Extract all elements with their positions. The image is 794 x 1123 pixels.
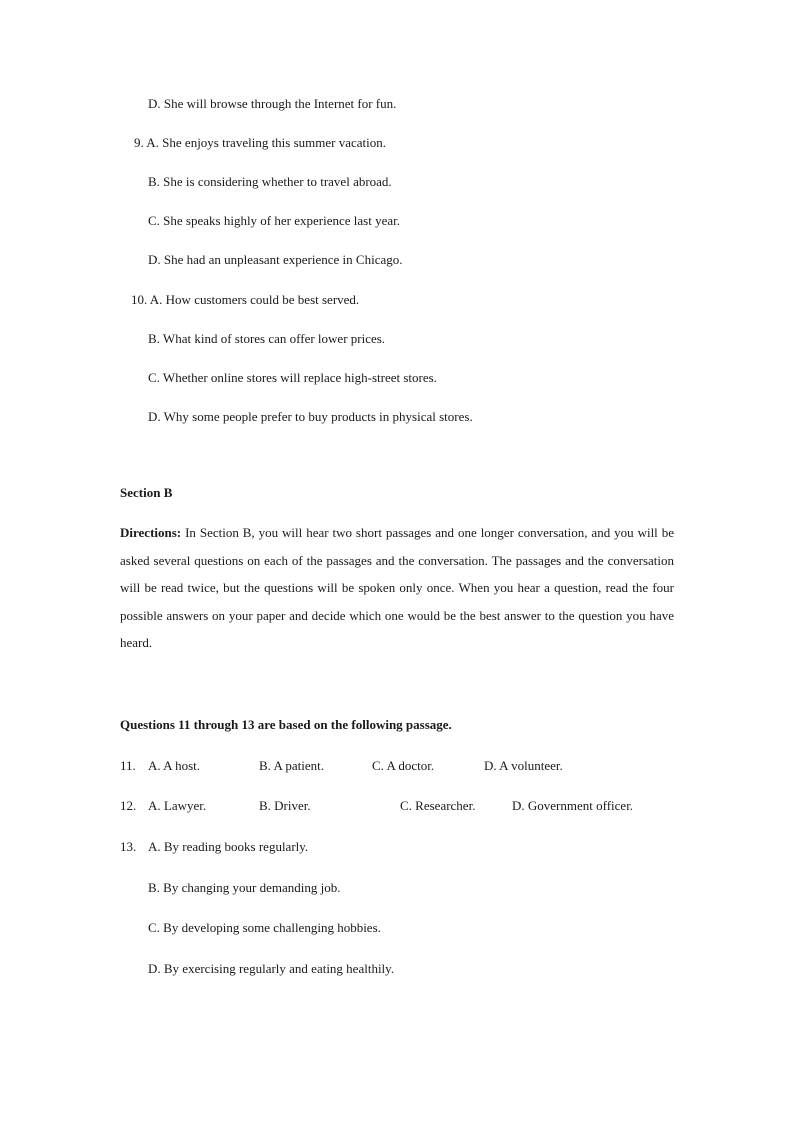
q10-option-d: D. Why some people prefer to buy products in physical stores. (148, 409, 473, 424)
q9-option-b: B. She is considering whether to travel abroad. (148, 174, 392, 189)
q8-option-d: D. She will browse through the Internet for fun. (148, 96, 397, 111)
q9-option-a: 9. A. She enjoys traveling this summer vacation. (134, 135, 387, 150)
q10-option-c: C. Whether online stores will replace high-street stores. (148, 370, 437, 385)
q12-option-c: C. Researcher. (400, 798, 476, 813)
q11-option-b: B. A patient. (259, 758, 324, 773)
q12-option-a: A. Lawyer. (148, 798, 207, 813)
q12-number: 12. (120, 798, 137, 813)
q13-option-a: A. By reading books regularly. (148, 839, 309, 854)
q12-option-b: B. Driver. (259, 798, 311, 813)
section-b-title: Section B (120, 485, 173, 500)
q10-option-a: 10. A. How customers could be best served. (131, 292, 360, 307)
q9-option-c: C. She speaks highly of her experience last year. (148, 213, 400, 228)
q13-option-c: C. By developing some challenging hobbies. (148, 920, 381, 935)
q11-option-c: C. A doctor. (372, 758, 435, 773)
q9-option-d: D. She had an unpleasant experience in Chicago. (148, 252, 403, 267)
q13-option-b: B. By changing your demanding job. (148, 880, 341, 895)
q11-option-a: A. A host. (148, 758, 201, 773)
q13-option-d: D. By exercising regularly and eating healthily. (148, 961, 395, 976)
passage-heading: Questions 11 through 13 are based on the following passage. (120, 717, 452, 732)
directions-text: In Section B, you will hear two short passages and one longer conversation, and you will be asked several questions on each of the passages and the conversation. The passages and the conversation will be read twice, but the questions will be spoken only once. When you hear a question, read the four possible answers on your paper and decide which one would be the best answer to the question you have heard. (120, 525, 674, 650)
q11-number: 11. (120, 758, 136, 773)
q12-option-d: D. Government officer. (512, 798, 634, 813)
directions-label: Directions: (120, 525, 182, 540)
section-b-directions (120, 519, 674, 657)
q11-option-d: D. A volunteer. (484, 758, 563, 773)
q10-option-b: B. What kind of stores can offer lower prices. (148, 331, 386, 346)
q13-number: 13. (120, 839, 137, 854)
